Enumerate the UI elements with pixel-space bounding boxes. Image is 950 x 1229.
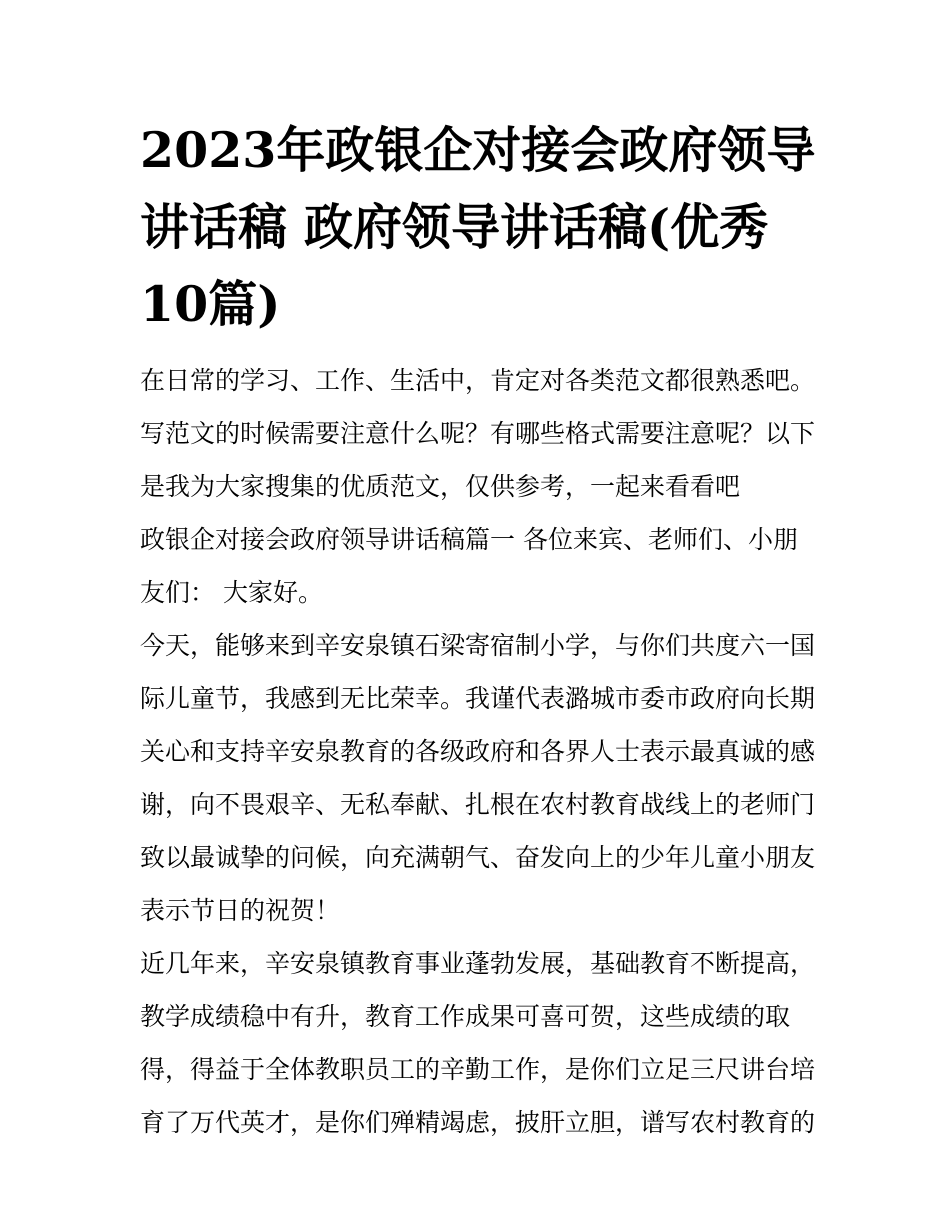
body-line: 谢，向不畏艰辛、无私奉献、扎根在农村教育战线上的老师门 — [140, 790, 816, 819]
body-line: 在日常的学习、工作、生活中，肯定对各类范文都很熟悉吧。 — [140, 366, 816, 395]
document-body — [140, 354, 830, 1149]
body-line: 今天，能够来到辛安泉镇石梁寄宿制小学，与你们共度六一国 — [140, 631, 816, 660]
body-line: 育了万代英才，是你们殚精竭虑，披肝立胆，谱写农村教育的 — [140, 1108, 816, 1137]
body-line: 政银企对接会政府领导讲话稿篇一 各位来宾、老师们、小朋 — [140, 525, 798, 554]
body-line: 近几年来，辛安泉镇教育事业蓬勃发展，基础教育不断提高， — [140, 949, 816, 978]
body-line: 致以最诚挚的问候，向充满朝气、奋发向上的少年儿童小朋友 — [140, 843, 816, 872]
title-line: 10篇) — [140, 275, 281, 333]
body-line: 是我为大家搜集的优质范文，仅供参考，一起来看看吧 — [140, 472, 741, 501]
body-line: 表示节日的祝贺！ — [140, 896, 341, 925]
title-line: 2023年政银企对接会政府领导 — [140, 121, 816, 179]
body-line: 友们： 大家好。 — [140, 578, 323, 607]
body-line: 关心和支持辛安泉教育的各级政府和各界人士表示最真诚的感 — [140, 737, 816, 766]
body-line: 写范文的时候需要注意什么呢？有哪些格式需要注意呢？以下 — [140, 419, 816, 448]
body-line: 际儿童节，我感到无比荣幸。我谨代表潞城市委市政府向长期 — [140, 684, 816, 713]
body-line: 得，得益于全体教职员工的辛勤工作，是你们立足三尺讲台培 — [140, 1055, 816, 1084]
document-title — [140, 112, 830, 343]
body-line: 教学成绩稳中有升，教育工作成果可喜可贺，这些成绩的取 — [140, 1002, 791, 1031]
title-line: 讲话稿 政府领导讲话稿(优秀 — [140, 198, 769, 256]
